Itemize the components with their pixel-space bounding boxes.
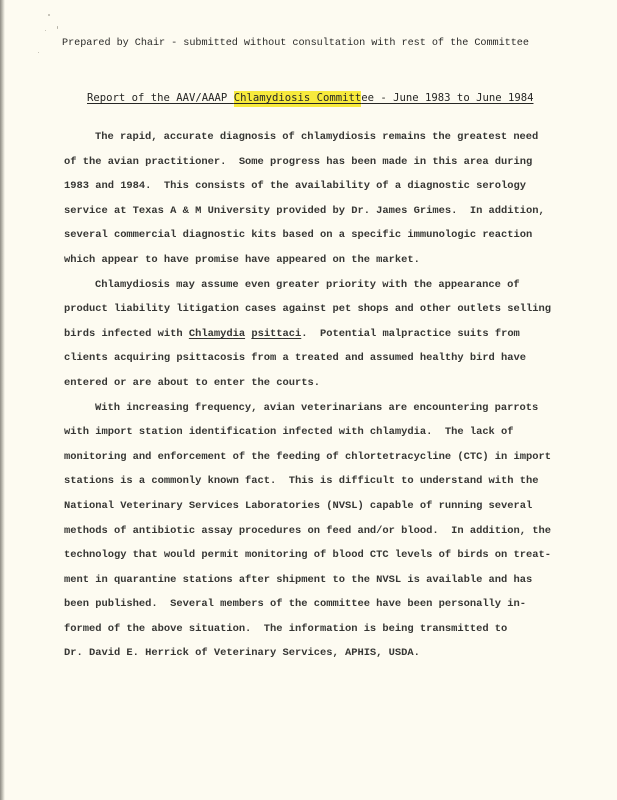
title-part-2: ee - June 1983 to June 1984 [361,92,534,104]
paragraph-2 [64,276,584,399]
text-line: product liability litigation cases against pet shops and other outlets selling [64,303,551,316]
text-line: methods of antibiotic assay procedures on feed and/or blood. In addition, the [64,524,551,537]
text-line: Chlamydiosis may assume even greater priority with the appearance of [95,278,520,291]
text-segment: birds infected with [64,327,189,340]
handwritten-note-header: Prepared by Chair - submitted without consultation with rest of the Committee [62,38,529,49]
report-title [87,92,533,104]
text-segment: . Potential malpractice suits from [301,327,520,340]
text-line: technology that would permit monitoring of blood CTC levels of birds on treat- [64,549,551,562]
species-name-underlined: psittaci [251,327,302,340]
paragraph-3 [64,399,584,670]
title-highlighted-text: Chlamydiosis Committ [234,91,362,107]
text-line: stations is a commonly known fact. This is difficult to understand with the [64,475,539,488]
text-line: with import station identification infected with chlamydia. The lack of [64,426,514,439]
text-line: service at Texas A & M University provided by Dr. James Grimes. In addition, [64,204,545,217]
text-line: National Veterinary Services Laboratories (NVSL) capable of running several [64,499,533,512]
text-line: been published. Several members of the committee have been personally in- [64,598,527,611]
text-line [64,325,584,350]
paragraph-1 [64,128,584,276]
text-line: With increasing frequency, avian veterinarians are encountering parrots [95,401,539,414]
title-part-1: Report of the AAV/AAAP [87,92,234,104]
text-line: 1983 and 1984. This consists of the availability of a diagnostic serology [64,180,527,193]
text-line: formed of the above situation. The information is being transmitted to [64,622,508,635]
text-line: which appear to have promise have appeared on the market. [64,253,420,266]
text-line: clients acquiring psittacosis from a treated and assumed healthy bird have [64,352,527,365]
text-line: of the avian practitioner. Some progress has been made in this area during [64,155,533,168]
text-line: ment in quarantine stations after shipment to the NVSL is available and has [64,573,533,586]
report-body [64,128,584,669]
text-line: monitoring and enforcement of the feeding of chlortetracycline (CTC) in import [64,450,551,463]
text-line: entered or are about to enter the courts. [64,376,320,389]
text-line: several commercial diagnostic kits based on a specific immunologic reaction [64,229,533,242]
text-line: Dr. David E. Herrick of Veterinary Services, APHIS, USDA. [64,647,420,660]
species-genus-underlined: Chlamydia [188,327,246,340]
text-line: The rapid, accurate diagnosis of chlamydiosis remains the greatest need [95,131,539,143]
